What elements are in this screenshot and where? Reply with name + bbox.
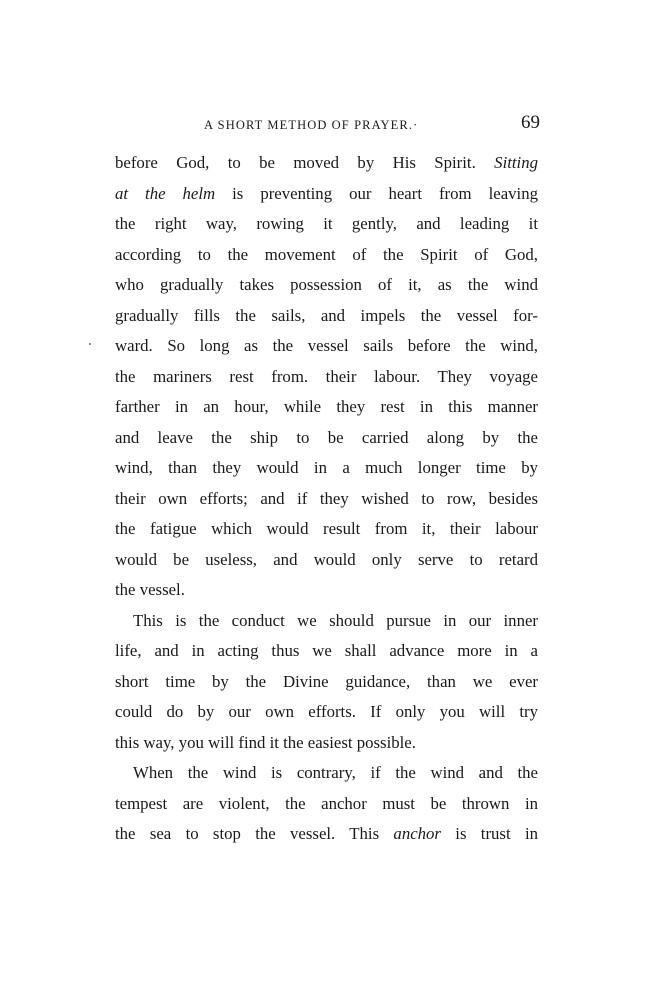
text-line: tempest are violent, the anchor must be thrown in [115, 793, 538, 813]
text-line: This is the conduct we should pursue in our inner [133, 610, 538, 630]
text-line: who gradually takes possession of it, as the wind [115, 275, 538, 294]
text-line: short time by the Divine guidance, than we ever [115, 671, 538, 691]
body-text [115, 148, 538, 850]
running-header [116, 110, 540, 140]
text-line: their own efforts; and if they wished to row, besides [115, 488, 538, 508]
text-line: gradually fills the sails, and impels the vessel for- [115, 305, 538, 325]
text-line: the sea to stop the vessel. This anchor is trust in [115, 824, 538, 843]
text-line: ward. So long as the vessel sails before the wind, [115, 336, 538, 355]
text-line: farther in an hour, while they rest in this manner [115, 397, 538, 416]
text-line: would be useless, and would only serve to retard [115, 549, 538, 569]
text-line: the vessel. [115, 580, 185, 599]
text-line: this way, you will find it the easiest possible. [115, 732, 416, 752]
text-line: according to the movement of the Spirit of God, [115, 244, 538, 264]
running-title: A SHORT METHOD OF PRAYER.· [204, 118, 419, 132]
text-line: and leave the ship to be carried along by the [115, 427, 538, 447]
text-line: could do by our own efforts. If only you will try [115, 702, 538, 721]
text-line: at the helm is preventing our heart from leaving [115, 183, 538, 203]
page-number: 69 [521, 112, 540, 133]
text-line: before God, to be moved by His Spirit. Sitting [115, 153, 538, 172]
text-line: the mariners rest from. their labour. They voyage [115, 366, 538, 386]
text-line: the right way, rowing it gently, and leading it [115, 214, 538, 233]
text-line: the fatigue which would result from it, their labour [115, 519, 538, 538]
margin-speck [89, 343, 91, 345]
text-line: life, and in acting thus we shall advance more in a [115, 641, 538, 660]
text-line: When the wind is contrary, if the wind and the [133, 763, 538, 782]
text-line: wind, than they would in a much longer time by [115, 458, 538, 477]
